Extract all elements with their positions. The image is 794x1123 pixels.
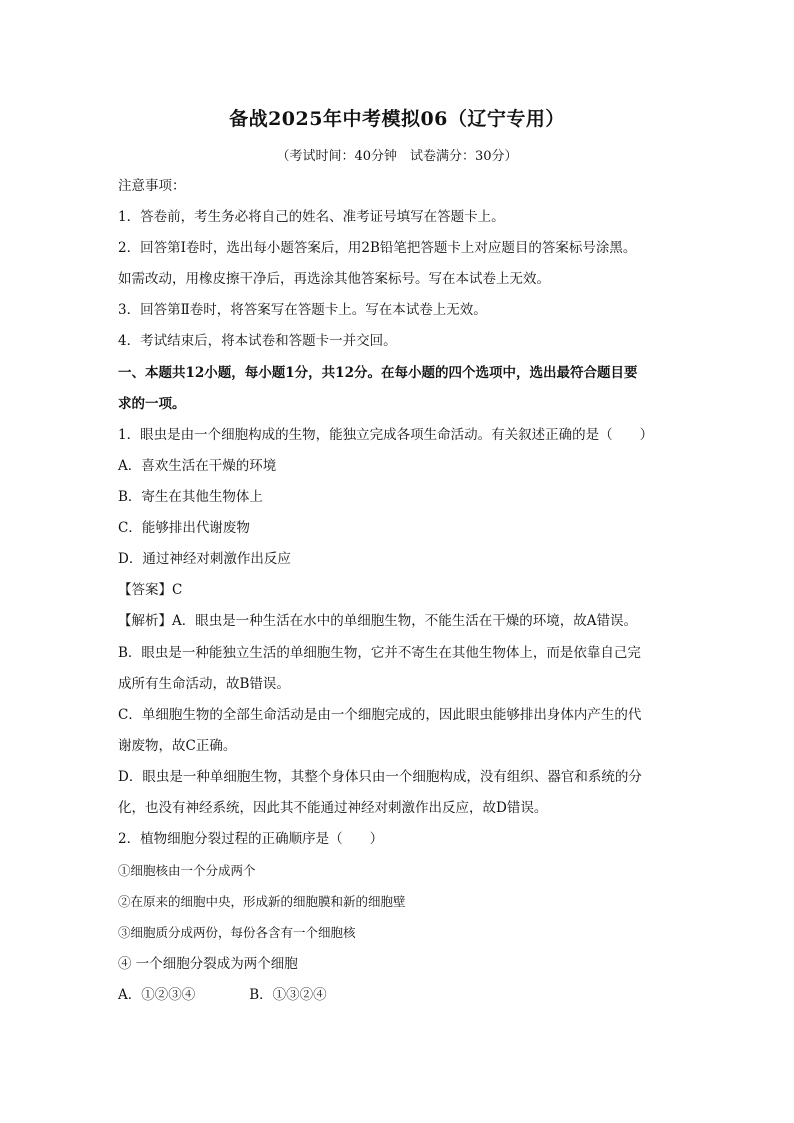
- option-b: B．寄生在其他生物体上: [118, 489, 263, 505]
- analysis-line: B．眼虫是一种能独立生活的单细胞生物，它并不寄生在其他生物体上，而是依靠自己完: [118, 645, 641, 661]
- option-c: C．能够排出代谢废物: [118, 520, 250, 536]
- notice-item: 如需改动，用橡皮擦干净后，再选涂其他答案标号。写在本试卷上无效。: [118, 271, 550, 287]
- option-d: D．通过神经对刺激作出反应: [118, 551, 291, 567]
- step-item: ③细胞质分成两份，每份各含有一个细胞核: [118, 925, 356, 940]
- analysis-line: D．眼虫是一种单细胞生物，其整个身体只由一个细胞构成，没有组织、器官和系统的分: [118, 769, 642, 785]
- options-line: A．①②③④ B．①③②④: [118, 987, 327, 1003]
- section-heading: 一、本题共12小题，每小题1分，共12分。在每小题的四个选项中，选出最符合题目要: [118, 365, 638, 381]
- question-stem: 2．植物细胞分裂过程的正确顺序是（ ）: [118, 831, 384, 847]
- question-stem: 1．眼虫是由一个细胞构成的生物，能独立完成各项生命活动。有关叙述正确的是（ ）: [118, 427, 654, 443]
- step-item: ①细胞核由一个分成两个: [118, 863, 256, 878]
- notice-heading: 注意事项：: [118, 178, 186, 194]
- step-item: ②在原来的细胞中央，形成新的细胞膜和新的细胞壁: [118, 894, 406, 909]
- step-item: ④ 一个细胞分裂成为两个细胞: [118, 956, 298, 972]
- analysis-line: 成所有生命活动，故B错误。: [118, 676, 290, 692]
- analysis-line: 【解析】A．眼虫是一种生活在水中的单细胞生物，不能生活在干燥的环境，故A错误。: [118, 613, 637, 629]
- analysis-line: 化，也没有神经系统，因此其不能通过神经对刺激作出反应，故D错误。: [118, 800, 548, 816]
- exam-info: （考试时间：40分钟 试卷满分：30分）: [276, 149, 518, 164]
- notice-item: 3．回答第Ⅱ卷时，将答案写在答题卡上。写在本试卷上无效。: [118, 302, 487, 318]
- analysis-line: C．单细胞生物的全部生命活动是由一个细胞完成的，因此眼虫能够排出身体内产生的代: [118, 707, 642, 723]
- notice-item: 4．考试结束后，将本试卷和答题卡一并交回。: [118, 333, 397, 349]
- notice-item: 1．答卷前，考生务必将自己的姓名、准考证号填写在答题卡上。: [118, 209, 505, 225]
- page-title: 备战2025年中考模拟06（辽宁专用）: [229, 108, 565, 130]
- option-a: A．喜欢生活在干燥的环境: [118, 458, 277, 474]
- notice-item: 2．回答第Ⅰ卷时，选出每小题答案后，用2B铅笔把答题卡上对应题目的答案标号涂黑。: [118, 240, 637, 256]
- answer: 【答案】C: [118, 582, 183, 598]
- section-heading: 求的一项。: [118, 396, 186, 412]
- analysis-line: 谢废物，故C正确。: [118, 738, 237, 754]
